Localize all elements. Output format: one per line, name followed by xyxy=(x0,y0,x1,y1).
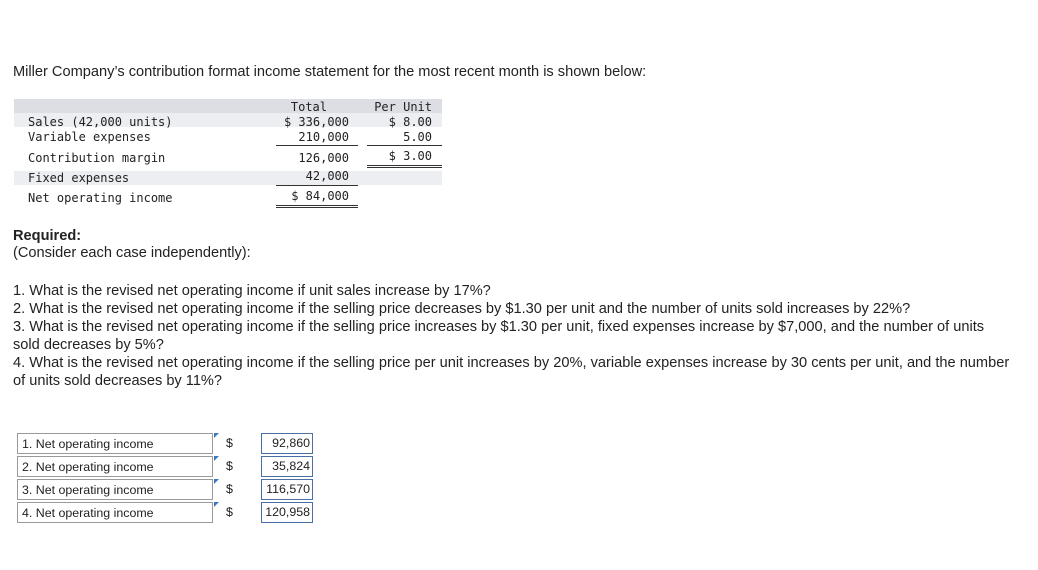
total-double-underline xyxy=(276,205,358,208)
answer-label: 4. Net operating income xyxy=(17,502,213,523)
answer-flag-icon xyxy=(214,433,219,438)
row-total-noi: $ 84,000 xyxy=(291,189,349,203)
answer-label: 2. Net operating income xyxy=(17,456,213,477)
perunit-double-underline xyxy=(367,165,442,168)
answer-input-4[interactable]: 120,958 xyxy=(261,502,313,523)
answer-label: 1. Net operating income xyxy=(17,433,213,454)
answer-flag-icon xyxy=(214,456,219,461)
row-label-sales: Sales (42,000 units) xyxy=(28,115,173,129)
row-total-fixed: 42,000 xyxy=(305,169,349,183)
currency-symbol: $ xyxy=(226,436,233,450)
header-total: Total xyxy=(290,100,327,114)
answer-flag-icon xyxy=(214,479,219,484)
currency-symbol: $ xyxy=(226,505,233,519)
currency-symbol: $ xyxy=(226,459,233,473)
answer-input-1[interactable]: 92,860 xyxy=(261,433,313,454)
row-label-noi: Net operating income xyxy=(28,191,173,205)
row-total-sales: $ 336,000 xyxy=(283,115,349,129)
row-perunit-variable: 5.00 xyxy=(403,130,432,144)
row-perunit-contribution: $ 3.00 xyxy=(388,149,432,163)
income-statement xyxy=(14,99,444,211)
total-underline-fixed xyxy=(276,185,358,186)
currency-symbol: $ xyxy=(226,482,233,496)
row-perunit-sales: $ 8.00 xyxy=(388,115,432,129)
question-list xyxy=(13,282,1013,390)
row-total-variable: 210,000 xyxy=(298,130,349,144)
intro-text: Miller Company’s contribution format income statement for the most recent month is shown below: xyxy=(13,64,647,80)
answer-input-3[interactable]: 116,570 xyxy=(261,479,313,500)
question-4: 4. What is the revised net operating income if the selling price per unit increases by 20%, variable expenses increase by 30 cents per unit, and the number of units sold decreases by 11%? xyxy=(13,355,1010,389)
answer-flag-icon xyxy=(214,502,219,507)
question-3: 3. What is the revised net operating income if the selling price increases by $1.30 per unit, fixed expenses increase by $7,000, and the number of units sold decreases by 5%? xyxy=(13,319,985,353)
perunit-underline-variable xyxy=(367,145,442,146)
question-1: 1. What is the revised net operating income if unit sales increase by 17%? xyxy=(13,283,491,299)
row-label-fixed: Fixed expenses xyxy=(28,171,130,185)
header-per-unit: Per Unit xyxy=(374,100,432,114)
required-subtitle: (Consider each case independently): xyxy=(13,245,251,261)
total-underline-variable xyxy=(276,145,358,146)
answer-input-2[interactable]: 35,824 xyxy=(261,456,313,477)
row-total-contribution: 126,000 xyxy=(298,151,349,165)
row-label-variable: Variable expenses xyxy=(28,130,151,144)
answer-label: 3. Net operating income xyxy=(17,479,213,500)
question-2: 2. What is the revised net operating income if the selling price decreases by $1.30 per unit and the number of units sold increases by 22%? xyxy=(13,301,911,317)
required-title: Required: xyxy=(13,228,82,244)
row-label-contribution: Contribution margin xyxy=(28,151,166,165)
